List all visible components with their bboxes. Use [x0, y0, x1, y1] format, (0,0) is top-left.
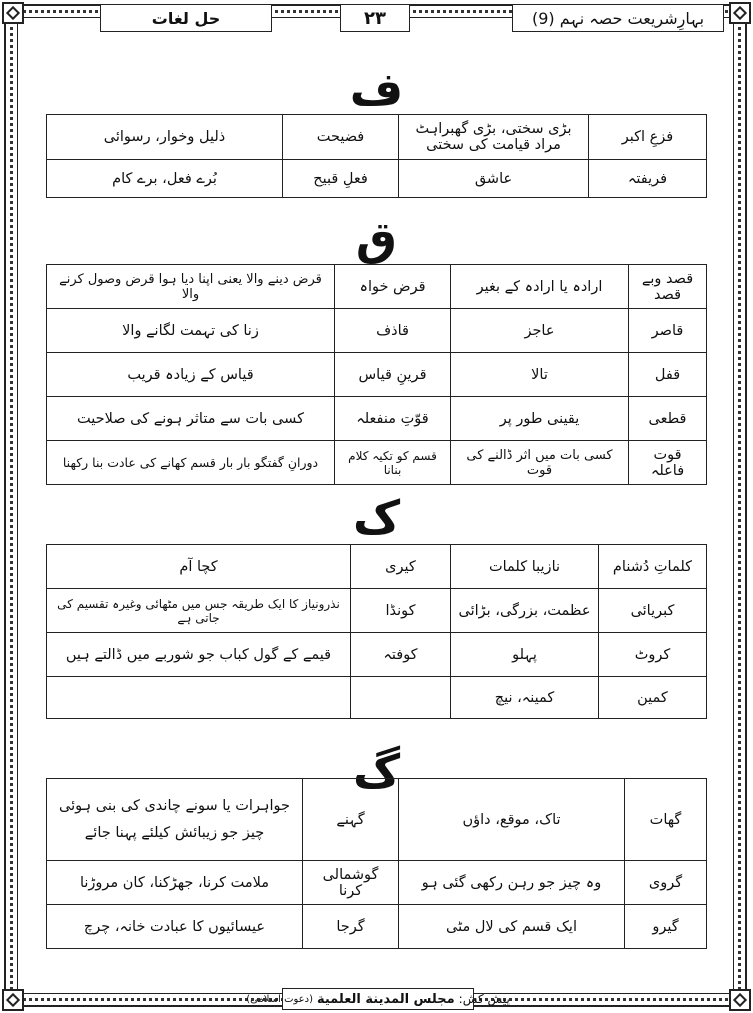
meaning-cell: پہلو — [451, 633, 599, 677]
corner-ornament-icon — [729, 2, 751, 24]
table-row — [47, 160, 707, 198]
glossary-table-qaf — [46, 264, 707, 485]
term-cell: کبریائی — [599, 589, 707, 633]
term-cell: کیری — [351, 545, 451, 589]
meaning-cell: قرض دینے والا یعنی اپنا دیا ہوا قرض وصول کرنے والا — [47, 265, 335, 309]
table-row — [47, 677, 707, 719]
meaning-cell: عظمت، بزرگی، بڑائی — [451, 589, 599, 633]
meaning-cell: تالا — [451, 353, 629, 397]
term-cell — [351, 677, 451, 719]
table-row — [47, 905, 707, 949]
section-title: حل لغات — [151, 8, 221, 28]
term-cell: قرینِ قیاس — [335, 353, 451, 397]
meaning-cell: نازیبا کلمات — [451, 545, 599, 589]
meaning-cell: کچا آم — [47, 545, 351, 589]
term-cell: قوّتِ منفعلہ — [335, 397, 451, 441]
meaning-cell: ایک قسم کی لال مٹی — [399, 905, 625, 949]
section-letter-qaf: ق — [355, 211, 398, 265]
corner-ornament-icon — [2, 989, 24, 1011]
meaning-cell: ذلیل وخوار، رسوائی — [47, 115, 283, 160]
meaning-cell — [47, 677, 351, 719]
term-cell: قوت فاعلہ — [629, 441, 707, 485]
meaning-cell: کسی بات میں اثر ڈالنے کی قوت — [451, 441, 629, 485]
table-row — [47, 861, 707, 905]
meaning-cell: بڑی سختی، بڑی گھبراہٹ مراد قیامت کی سختی — [399, 115, 589, 160]
table-row — [47, 115, 707, 160]
meaning-cell: بُرے فعل، برے کام — [47, 160, 283, 198]
meaning-cell: دورانِ گفتگو بار بار قسم کھانے کی عادت بنا رکھنا — [47, 441, 335, 485]
meaning-cell: عاجز — [451, 309, 629, 353]
meaning-cell: کمینہ، نیچ — [451, 677, 599, 719]
term-cell: گیرو — [625, 905, 707, 949]
term-cell: قصد وبے قصد — [629, 265, 707, 309]
publisher-subtitle: (دعوت اسلامی) — [246, 993, 313, 1005]
table-row — [47, 309, 707, 353]
table-row — [47, 397, 707, 441]
meaning-cell: عاشق — [399, 160, 589, 198]
term-cell: گرجا — [303, 905, 399, 949]
meaning-cell: وہ چیز جو رہن رکھی گئی ہو — [399, 861, 625, 905]
term-cell: کلماتِ دُشنام — [599, 545, 707, 589]
term-cell: گھات — [625, 779, 707, 861]
section-title-box — [100, 4, 272, 32]
meaning-cell: قیمے کے گول کباب جو شوربے میں ڈالتے ہیں — [47, 633, 351, 677]
term-cell: فعلِ قبیح — [283, 160, 399, 198]
table-row — [47, 353, 707, 397]
meaning-cell: قیاس کے زیادہ قریب — [47, 353, 335, 397]
term-cell: فریفتہ — [589, 160, 707, 198]
term-cell: گروی — [625, 861, 707, 905]
term-cell: فضیحت — [283, 115, 399, 160]
term-cell: کمین — [599, 677, 707, 719]
glossary-table-kaf — [46, 544, 707, 719]
term-cell: قاصر — [629, 309, 707, 353]
publisher-name: مجلس المدينة العلمية — [316, 991, 455, 1007]
publisher-footer — [246, 988, 510, 1010]
term-cell: کروٹ — [599, 633, 707, 677]
term-cell: کونڈا — [351, 589, 451, 633]
table-row — [47, 779, 707, 861]
meaning-cell: کسی بات سے متاثر ہونے کی صلاحیت — [47, 397, 335, 441]
term-cell: قاذف — [335, 309, 451, 353]
meaning-cell: عیسائیوں کا عبادت خانہ، چرچ — [47, 905, 303, 949]
table-row — [47, 265, 707, 309]
term-cell: کوفتہ — [351, 633, 451, 677]
table-row — [47, 633, 707, 677]
term-cell: گوشمالی کرنا — [303, 861, 399, 905]
meaning-cell: جواہرات یا سونے چاندی کی بنی ہوئی چیز جو زیبائش کیلئے پہنا جائے — [47, 779, 303, 861]
corner-ornament-icon — [2, 2, 24, 24]
term-cell: قفل — [629, 353, 707, 397]
meaning-cell: نذرونیاز کا ایک طریقہ جس میں مٹھائی وغیرہ تقسیم کی جاتی ہے — [47, 589, 351, 633]
term-cell: گہنے — [303, 779, 399, 861]
term-cell: فزعِ اکبر — [589, 115, 707, 160]
term-cell: قسم کو تکیہ کلام بنانا — [335, 441, 451, 485]
page-number: ۲۳ — [364, 7, 386, 29]
meaning-cell: ارادہ یا ارادہ کے بغیر — [451, 265, 629, 309]
meaning-cell: تاک، موقع، داؤں — [399, 779, 625, 861]
meaning-cell: زنا کی تہمت لگانے والا — [47, 309, 335, 353]
corner-ornament-icon — [729, 989, 751, 1011]
book-title: بہارِشریعت حصہ نہم (9) — [531, 8, 705, 28]
glossary-table-fa — [46, 114, 707, 198]
table-row — [47, 441, 707, 485]
footer-prefix: پیش کش: — [458, 992, 510, 1006]
table-row — [47, 589, 707, 633]
glossary-table-gaf — [46, 778, 707, 949]
term-cell: قطعی — [629, 397, 707, 441]
section-letter-kaf: ک — [352, 490, 401, 544]
section-letter-fa: ف — [349, 62, 404, 116]
meaning-cell: ملامت کرنا، جھڑکنا، کان مروڑنا — [47, 861, 303, 905]
book-title-box — [512, 4, 724, 32]
meaning-cell: یقینی طور پر — [451, 397, 629, 441]
page-number-box — [340, 4, 410, 32]
term-cell: قرض خواہ — [335, 265, 451, 309]
table-row — [47, 545, 707, 589]
section-letter-gaf: گ — [352, 744, 401, 798]
